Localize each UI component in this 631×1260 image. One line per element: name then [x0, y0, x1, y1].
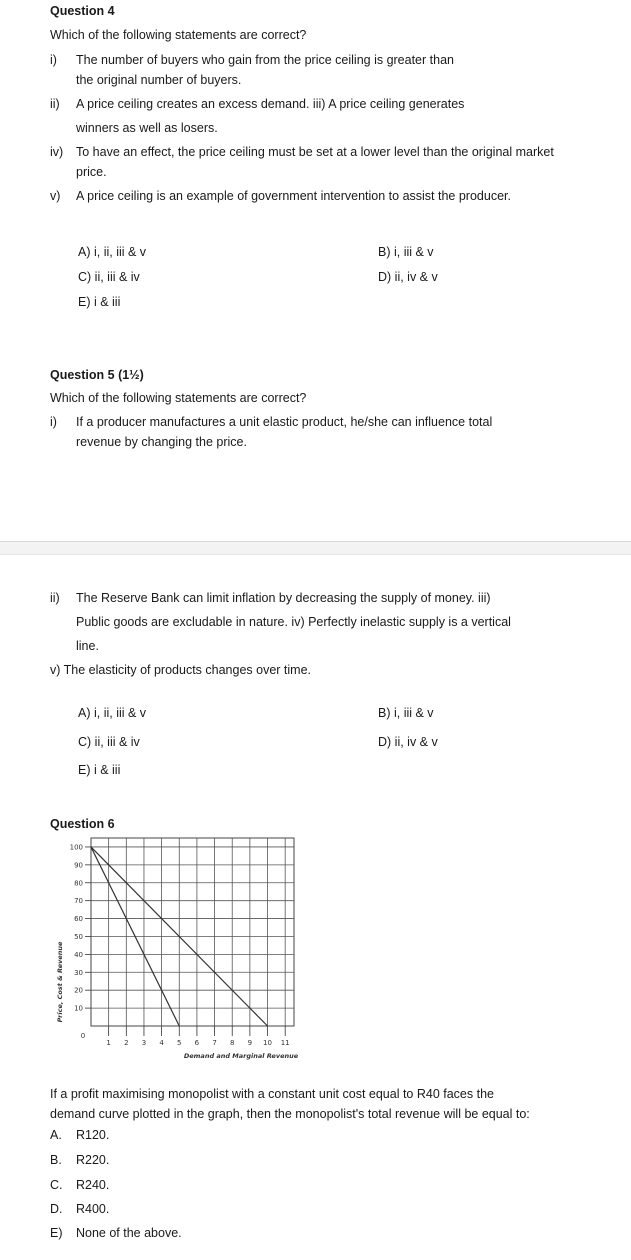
- q5-statement-i-num: i): [50, 415, 57, 429]
- x-tick-label-4: 4: [159, 1039, 164, 1047]
- y-tick-label-70: 70: [74, 897, 83, 906]
- q4-statement-ii-num: ii): [50, 97, 60, 111]
- q4-statement-ii-line2: winners as well as losers.: [76, 121, 218, 135]
- x-tick-label-1: 1: [106, 1039, 111, 1047]
- x-tick-label-7: 7: [212, 1039, 217, 1047]
- q6-answer-e-letter: E): [50, 1226, 63, 1240]
- y-tick-label-60: 60: [74, 915, 83, 924]
- x-tick-label-9: 9: [247, 1039, 253, 1047]
- q6-title: Question 6: [50, 817, 115, 831]
- q4-statement-iv-line2: price.: [76, 165, 107, 179]
- q4-statement-ii-line1: A price ceiling creates an excess demand. iii) A price ceiling generates: [76, 97, 465, 111]
- x-tick-label-6: 6: [194, 1039, 200, 1047]
- q6-answer-d-letter: D.: [50, 1202, 63, 1216]
- x-tick-label-3: 3: [141, 1039, 147, 1047]
- chart-y-axis-label: Price, Cost & Revenue: [56, 941, 64, 1023]
- y-tick-label-40: 40: [74, 950, 83, 959]
- q6-answer-b-letter: B.: [50, 1153, 62, 1167]
- q5-statement-v: v) The elasticity of products changes over time.: [50, 663, 311, 677]
- q4-option-d: D) ii, iv & v: [378, 270, 438, 284]
- q6-answer-a-text: R120.: [76, 1128, 110, 1142]
- q5-option-d: D) ii, iv & v: [378, 735, 438, 749]
- q6-question-line1: If a profit maximising monopolist with a constant unit cost equal to R40 faces the: [50, 1087, 494, 1101]
- q4-title: Question 4: [50, 4, 115, 18]
- q6-answer-c-text: R240.: [76, 1178, 110, 1192]
- y-tick-label-90: 90: [74, 861, 83, 870]
- x-tick-label-11: 11: [280, 1039, 290, 1047]
- q4-statement-i-num: i): [50, 53, 57, 67]
- q6-answer-d-text: R400.: [76, 1202, 110, 1216]
- q5-statement-ii-line3: line.: [76, 639, 99, 653]
- y-tick-label-100: 100: [69, 843, 83, 852]
- q4-statement-i-line1: The number of buyers who gain from the price ceiling is greater than: [76, 53, 454, 67]
- chart-grid: [91, 838, 294, 1026]
- q5-statement-i-line2: revenue by changing the price.: [76, 435, 247, 449]
- q4-option-a: A) i, ii, iii & v: [78, 245, 147, 259]
- x-tick-label-2: 2: [124, 1039, 129, 1047]
- q5-option-a: A) i, ii, iii & v: [78, 706, 147, 720]
- x-tick-label-5: 5: [177, 1039, 182, 1047]
- q4-statement-iv-line1: To have an effect, the price ceiling must be set at a lower level than the original market: [76, 145, 554, 159]
- q6-question-line2: demand curve plotted in the graph, then the monopolist's total revenue will be equal to:: [50, 1107, 530, 1121]
- q4-statement-v-line1: A price ceiling is an example of government intervention to assist the producer.: [76, 189, 511, 203]
- y-tick-label-50: 50: [74, 932, 83, 941]
- q5-prompt: Which of the following statements are correct?: [50, 391, 307, 405]
- q5-statement-ii-line1: The Reserve Bank can limit inflation by decreasing the supply of money. iii): [76, 591, 491, 605]
- q6-answer-b-text: R220.: [76, 1153, 110, 1167]
- y-tick-label-80: 80: [74, 879, 83, 888]
- y-tick-label-10: 10: [74, 1004, 83, 1013]
- y-tick-label-20: 20: [74, 986, 83, 995]
- q6-answer-e-text: None of the above.: [76, 1226, 182, 1240]
- y-tick-label-30: 30: [74, 968, 83, 977]
- q5-statement-i-line1: If a producer manufactures a unit elastic product, he/she can influence total: [76, 415, 493, 429]
- q5-option-b: B) i, iii & v: [378, 706, 434, 720]
- x-tick-label-8: 8: [229, 1039, 235, 1047]
- q4-option-c: C) ii, iii & iv: [78, 270, 140, 284]
- chart-origin-label: 0: [80, 1032, 86, 1040]
- q5-statement-ii-line2: Public goods are excludable in nature. iv) Perfectly inelastic supply is a vertical: [76, 615, 511, 629]
- q6-answer-c-letter: C.: [50, 1178, 63, 1192]
- q5-statement-ii-num: ii): [50, 591, 60, 605]
- q4-option-e: E) i & iii: [78, 295, 121, 309]
- q4-prompt: Which of the following statements are correct?: [50, 28, 307, 42]
- q4-statement-iv-num: iv): [50, 145, 64, 159]
- chart-frame: [91, 838, 294, 1026]
- page-break-separator: [0, 541, 631, 555]
- q4-statement-v-num: v): [50, 189, 61, 203]
- demand-mr-chart: [50, 836, 300, 1066]
- q4-statement-i-line2: the original number of buyers.: [76, 73, 242, 87]
- x-tick-label-10: 10: [263, 1039, 272, 1047]
- q5-title: Question 5 (1½): [50, 368, 144, 382]
- q5-option-e: E) i & iii: [78, 763, 121, 777]
- q4-option-b: B) i, iii & v: [378, 245, 434, 259]
- chart-x-axis-label: Demand and Marginal Revenue: [183, 1052, 299, 1060]
- q5-option-c: C) ii, iii & iv: [78, 735, 140, 749]
- q6-answer-a-letter: A.: [50, 1128, 62, 1142]
